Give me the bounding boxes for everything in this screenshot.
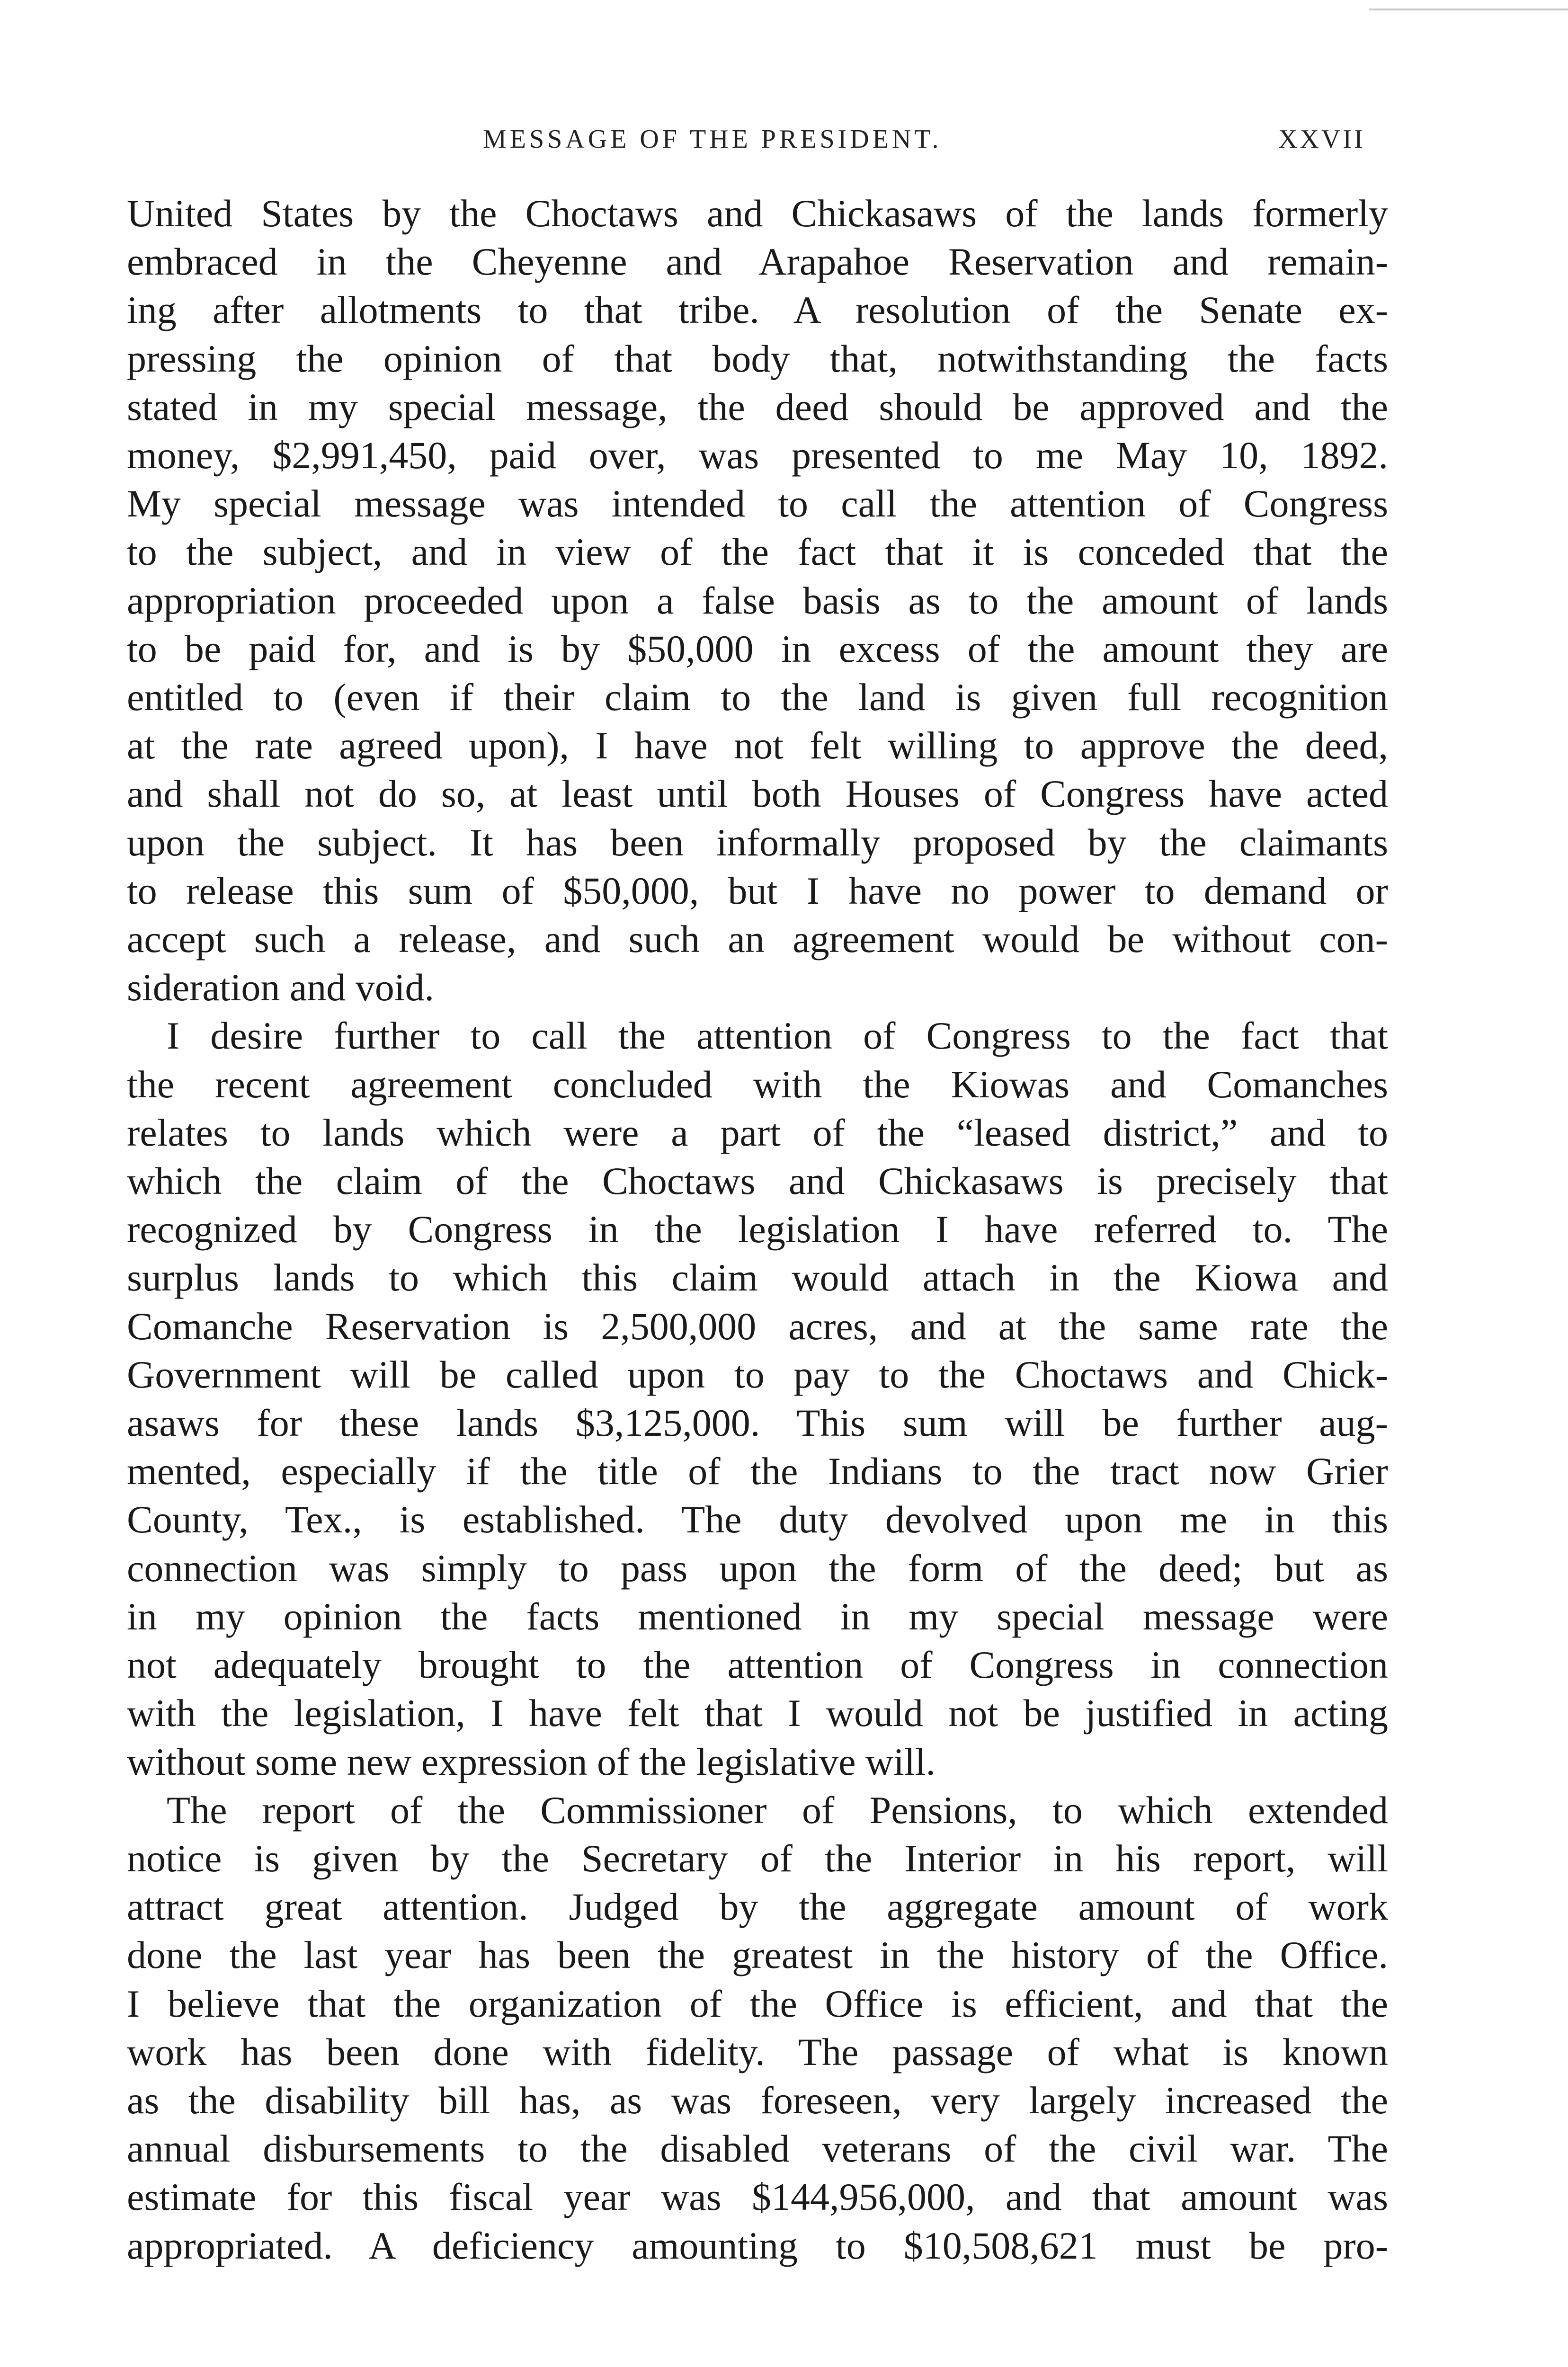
text-line: without some new expression of the legislative will. (127, 1740, 936, 1783)
text-line: County, Tex., is established. The duty devolved upon me in this (127, 1498, 1388, 1541)
text-line: to the subject, and in view of the fact that it is conceded that the (127, 530, 1388, 574)
text-line: surplus lands to which this claim would attach in the Kiowa and (127, 1256, 1388, 1299)
paragraph (127, 189, 1388, 1012)
running-head: MESSAGE OF THE PRESIDENT. (483, 125, 942, 154)
text-line: notice is given by the Secretary of the Interior in his report, will (127, 1836, 1388, 1880)
text-line: Comanche Reservation is 2,500,000 acres, and at the same rate the (127, 1304, 1388, 1348)
text-line: work has been done with fidelity. The passage of what is known (127, 2030, 1388, 2073)
text-line: I believe that the organization of the Office is efficient, and that the (127, 1982, 1388, 2025)
top-rule (1369, 9, 1568, 10)
text-line: United States by the Choctaws and Chickasaws of the lands formerly (127, 192, 1388, 235)
text-line: relates to lands which were a part of the “leased district,” and to (127, 1111, 1388, 1154)
text-line: in my opinion the facts mentioned in my special message were (127, 1594, 1388, 1638)
text-line: done the last year has been the greatest in the history of the Office. (127, 1933, 1388, 1977)
text-line: asaws for these lands $3,125,000. This sum will be further aug- (127, 1401, 1388, 1445)
text-line: to release this sum of $50,000, but I have no power to demand or (127, 869, 1388, 912)
text-line: accept such a release, and such an agreement would be without con- (127, 917, 1388, 961)
text-line: Government will be called upon to pay to the Choctaws and Chick- (127, 1353, 1388, 1396)
text-line: My special message was intended to call the attention of Congress (127, 482, 1388, 525)
paragraph (127, 1012, 1388, 1786)
text-line: money, $2,991,450, paid over, was presented to me May 10, 1892. (127, 434, 1388, 477)
text-line: as the disability bill has, as was foreseen, very largely increased the (127, 2078, 1388, 2122)
text-line: connection was simply to pass upon the form of the deed; but as (127, 1546, 1388, 1590)
text-line: to be paid for, and is by $50,000 in excess of the amount they are (127, 627, 1388, 670)
text-line: The report of the Commissioner of Pensions, to which extended (167, 1788, 1388, 1832)
text-line: mented, especially if the title of the Indians to the tract now Grier (127, 1450, 1388, 1493)
text-line: not adequately brought to the attention of Congress in connection (127, 1643, 1388, 1687)
text-line: stated in my special message, the deed should be approved and the (127, 385, 1388, 428)
text-line: at the rate agreed upon), I have not felt willing to approve the deed, (127, 724, 1388, 767)
text-line: embraced in the Cheyenne and Arapahoe Reservation and remain- (127, 240, 1388, 284)
page-number: XXVII (1278, 125, 1365, 154)
paragraph (127, 1786, 1388, 2270)
text-line: which the claim of the Choctaws and Chickasaws is precisely that (127, 1159, 1388, 1203)
text-line: appropriation proceeded upon a false basis as to the amount of lands (127, 578, 1388, 622)
text-line: entitled to (even if their claim to the land is given full recognition (127, 676, 1388, 719)
text-line: annual disbursements to the disabled veterans of the civil war. The (127, 2127, 1388, 2171)
text-line: pressing the opinion of that body that, notwithstanding the facts (127, 337, 1388, 380)
text-line: with the legislation, I have felt that I would not be justified in acting (127, 1691, 1388, 1735)
text-line: recognized by Congress in the legislation I have referred to. The (127, 1208, 1388, 1251)
text-line: and shall not do so, at least until both Houses of Congress have acted (127, 772, 1388, 816)
text-line: sideration and void. (127, 966, 435, 1009)
text-line: appropriated. A deficiency amounting to $10,508,621 must be pro- (127, 2224, 1388, 2267)
text-line: estimate for this fiscal year was $144,956,000, and that amount was (127, 2175, 1388, 2219)
text-line: attract great attention. Judged by the aggregate amount of work (127, 1885, 1388, 1929)
body-text (127, 189, 1388, 2270)
text-line: I desire further to call the attention of Congress to the fact that (167, 1014, 1388, 1058)
text-line: the recent agreement concluded with the Kiowas and Comanches (127, 1062, 1388, 1106)
text-line: ing after allotments to that tribe. A resolution of the Senate ex- (127, 288, 1388, 332)
text-line: upon the subject. It has been informally proposed by the claimants (127, 820, 1388, 864)
